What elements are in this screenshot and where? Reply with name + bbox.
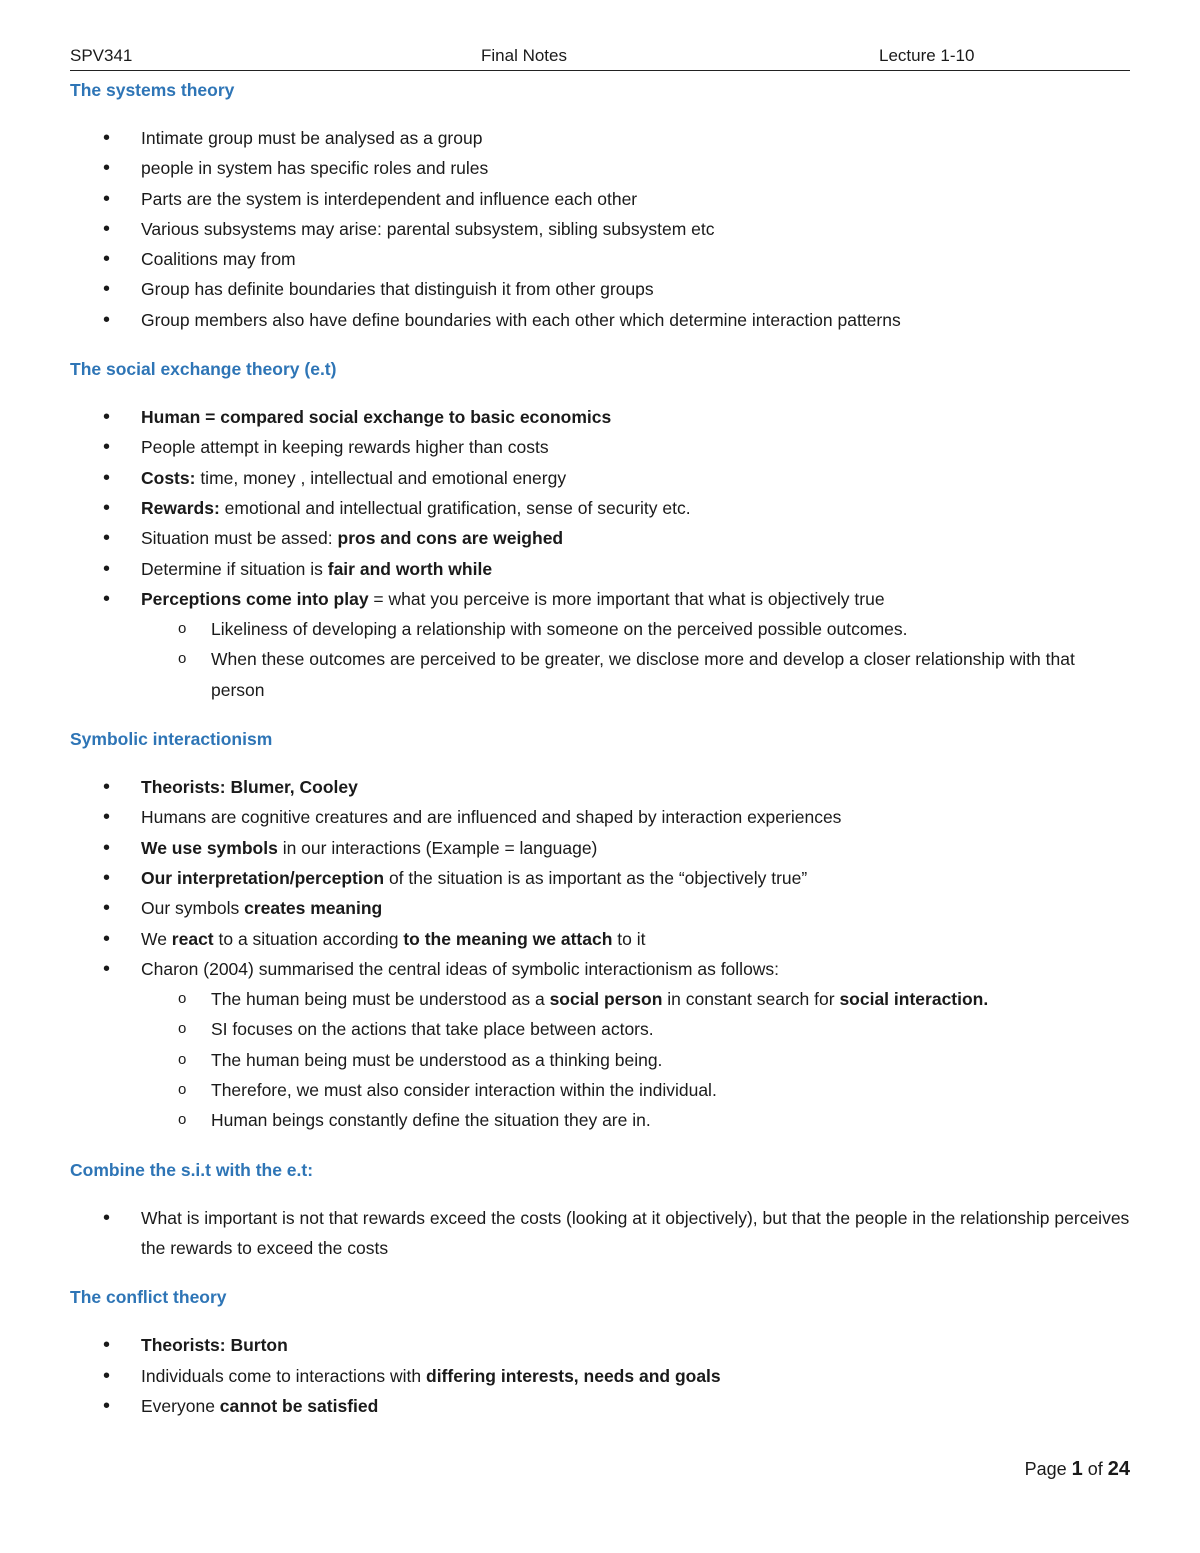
bold-text: creates meaning <box>244 898 383 919</box>
text-run: of the situation is as important as the “objectively true” <box>384 867 808 888</box>
sub-bullet-item <box>70 1045 1130 1075</box>
text-run: When these outcomes are perceived to be greater, we disclose more and develop a closer relationship with that person <box>211 649 1075 700</box>
text-run: What is important is not that rewards exceed the costs (looking at it objectively), but that the people in the relationship perceives the rewards to exceed the costs <box>141 1207 1130 1258</box>
of-label: of <box>1082 1459 1108 1479</box>
header-course-code: SPV341 <box>70 46 133 65</box>
text-run: Charon (2004) summarised the central ideas of symbolic interactionism as follows: <box>141 958 780 979</box>
bold-text: Our interpretation/perception <box>141 867 385 888</box>
bullet-item <box>70 584 1130 614</box>
page-number: 1 <box>1071 1458 1083 1480</box>
page-footer <box>1025 1458 1130 1481</box>
bullet-item <box>70 954 1130 984</box>
sub-bullet-item <box>70 1075 1130 1105</box>
bold-text: react <box>171 928 214 949</box>
bullet-item <box>70 924 1130 954</box>
text-run: Group members also have define boundaries with each other which determine interaction patterns <box>141 309 901 330</box>
bullet-list <box>70 1330 1130 1421</box>
header-lecture-range: Lecture 1-10 <box>879 46 975 65</box>
bullet-item <box>70 184 1130 214</box>
bullet-item <box>70 833 1130 863</box>
text-run: We <box>141 928 172 949</box>
text-run: The human being must be understood as a <box>211 989 550 1010</box>
text-run: Situation must be assed: <box>141 528 338 549</box>
text-run: Likeliness of developing a relationship with someone on the perceived possible outcomes. <box>211 619 908 640</box>
bullet-item <box>70 305 1130 335</box>
bold-text: Costs: <box>141 467 196 488</box>
bold-text: social interaction. <box>839 989 989 1010</box>
bold-text: We use symbols <box>141 837 278 858</box>
text-run: emotional and intellectual gratification, sense of security etc. <box>219 497 691 518</box>
text-run: to a situation according <box>213 928 404 949</box>
section-heading: The systems theory <box>70 80 235 100</box>
text-run: Humans are cognitive creatures and are influenced and shaped by interaction experiences <box>141 807 842 828</box>
bullet-item <box>70 1391 1130 1421</box>
bold-text: cannot be satisfied <box>219 1395 379 1416</box>
bullet-item <box>70 1330 1130 1360</box>
sub-bullet-item <box>70 614 1130 644</box>
text-run: time, money , intellectual and emotional energy <box>195 467 567 488</box>
bold-text: pros and cons are weighed <box>337 528 564 549</box>
text-run: Group has definite boundaries that distinguish it from other groups <box>141 279 654 300</box>
text-run: Human beings constantly define the situation they are in. <box>211 1110 651 1131</box>
text-run: Determine if situation is <box>141 558 328 579</box>
text-run: Various subsystems may arise: parental subsystem, sibling subsystem etc <box>141 218 715 239</box>
bold-text: fair and worth while <box>327 558 493 579</box>
text-run: Everyone <box>141 1395 220 1416</box>
text-run: The human being must be understood as a thinking being. <box>211 1049 663 1070</box>
bullet-item <box>70 863 1130 893</box>
text-run: SI focuses on the actions that take place between actors. <box>211 1019 654 1040</box>
text-run: in our interactions (Example = language) <box>277 837 598 858</box>
bullet-item <box>70 274 1130 304</box>
bold-text: to the meaning we attach <box>403 928 613 949</box>
section-heading: Symbolic interactionism <box>70 729 273 750</box>
text-run: People attempt in keeping rewards higher than costs <box>141 437 549 458</box>
bullet-item <box>70 214 1130 244</box>
bold-text: Theorists: Blumer, Cooley <box>141 777 358 798</box>
text-run: to it <box>612 928 646 949</box>
sub-bullet-item <box>70 1014 1130 1044</box>
document-body <box>70 75 1130 1421</box>
section-heading: Combine the s.i.t with the e.t: <box>70 1159 314 1180</box>
bullet-item <box>70 893 1130 923</box>
bullet-list <box>70 402 1130 705</box>
bullet-item <box>70 123 1130 153</box>
text-run: Intimate group must be analysed as a group <box>141 128 483 148</box>
bullet-list <box>70 123 1130 335</box>
section-heading: The social exchange theory (e.t) <box>70 359 337 380</box>
bullet-item <box>70 153 1130 183</box>
bullet-item <box>70 493 1130 523</box>
bold-text: Rewards: <box>141 497 220 518</box>
text-run: = what you perceive is more important that what is objectively true <box>368 588 885 609</box>
text-run: Parts are the system is interdependent and influence each other <box>141 188 638 209</box>
bullet-item <box>70 402 1130 432</box>
bullet-item <box>70 523 1130 553</box>
bold-text: Human = compared social exchange to basic economics <box>141 407 612 428</box>
text-run: Coalitions may from <box>141 249 296 270</box>
bullet-item <box>70 802 1130 832</box>
bullet-list <box>70 1203 1130 1264</box>
text-run: in constant search for <box>662 989 840 1010</box>
page-header <box>70 46 1130 71</box>
bullet-item <box>70 463 1130 493</box>
bullet-item <box>70 1361 1130 1391</box>
bold-text: differing interests, needs and goals <box>426 1365 721 1386</box>
page-total: 24 <box>1107 1458 1130 1480</box>
bullet-item <box>70 432 1130 462</box>
sub-bullet-item <box>70 1105 1130 1135</box>
bullet-item <box>70 244 1130 274</box>
sub-bullet-item <box>70 644 1130 705</box>
text-run: Individuals come to interactions with <box>141 1365 426 1386</box>
bullet-list <box>70 772 1130 1136</box>
bullet-item <box>70 1203 1130 1264</box>
sub-bullet-item <box>70 984 1130 1014</box>
section-heading: The conflict theory <box>70 1287 227 1308</box>
bullet-item <box>70 554 1130 584</box>
bold-text: Theorists: Burton <box>141 1335 288 1356</box>
text-run: Therefore, we must also consider interaction within the individual. <box>211 1080 717 1101</box>
text-run: people in system has specific roles and rules <box>141 158 489 179</box>
bullet-item <box>70 772 1130 802</box>
bold-text: social person <box>549 989 663 1010</box>
header-title: Final Notes <box>481 46 567 65</box>
bold-text: Perceptions come into play <box>141 588 369 609</box>
text-run: Our symbols <box>141 898 245 919</box>
page-label: Page <box>1024 1459 1072 1479</box>
